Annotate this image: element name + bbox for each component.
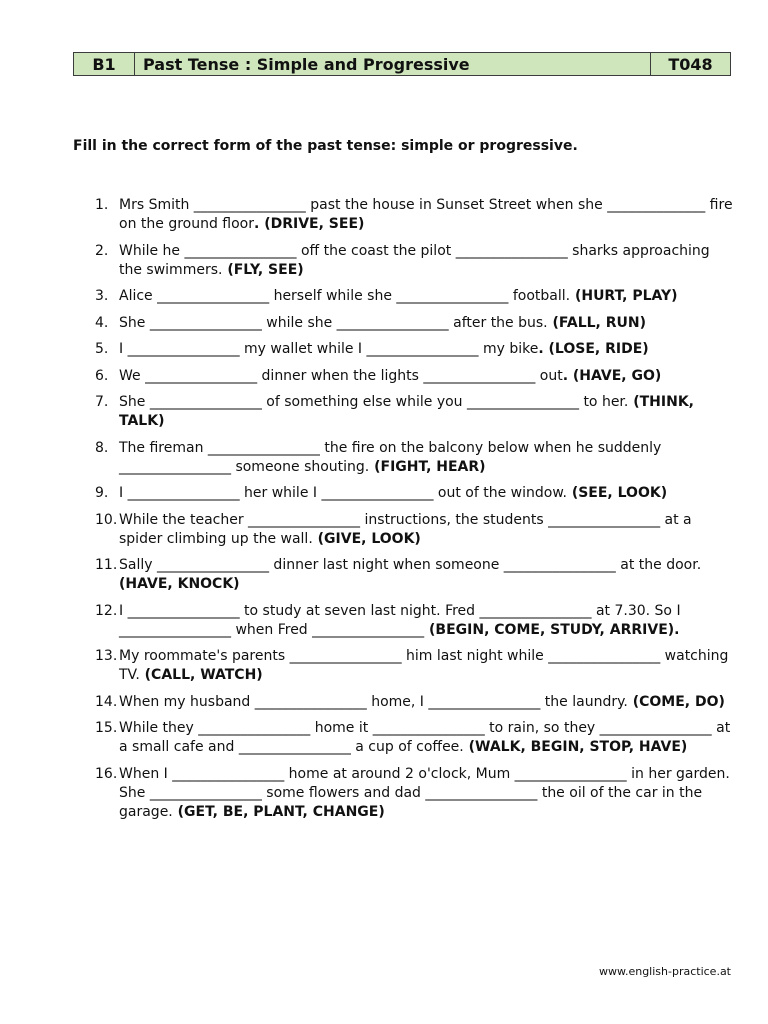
exercise-item bbox=[95, 511, 735, 549]
exercise-verbs: (FIGHT, HEAR) bbox=[369, 458, 486, 475]
exercise-item bbox=[95, 314, 735, 333]
exercise-verbs: (SEE, LOOK) bbox=[566, 485, 668, 501]
exercise-number: 7. bbox=[95, 394, 109, 410]
exercise-verbs: . (LOSE, RIDE) bbox=[538, 341, 649, 357]
exercise-sentence: We ________________ dinner when the lights ________________ out bbox=[119, 367, 563, 384]
exercise-verbs: (HURT, PLAY) bbox=[570, 288, 678, 304]
exercise-sentence: Sally ________________ dinner last night when someone ________________ at the door. bbox=[119, 557, 702, 573]
exercise-verbs: (BEGIN, COME, STUDY, ARRIVE). bbox=[424, 621, 680, 638]
exercise-verbs: (FLY, SEE) bbox=[222, 261, 304, 278]
exercise-text bbox=[119, 511, 735, 549]
exercise-sentence: I ________________ her while I ________________ out of the window. bbox=[119, 485, 567, 501]
exercise-text bbox=[119, 693, 735, 712]
exercise-verbs: (WALK, BEGIN, STOP, HAVE) bbox=[463, 739, 688, 755]
exercise-item bbox=[95, 556, 735, 594]
exercise-number: 5. bbox=[95, 341, 109, 357]
website-footer: www.english-practice.at bbox=[598, 965, 731, 978]
exercise-item bbox=[95, 484, 735, 503]
exercise-text bbox=[119, 556, 735, 594]
exercise-sentence: I ________________ to study at seven last night. Fred ________________ at 7.30. So I ________________ when Fred ________________ bbox=[119, 602, 681, 638]
exercise-text bbox=[119, 367, 735, 386]
exercise-item bbox=[95, 340, 735, 359]
exercise-item bbox=[95, 647, 735, 685]
exercise-text bbox=[119, 765, 735, 822]
exercise-sentence: Mrs Smith ________________ past the house in Sunset Street when she ______________ fire on the ground floor bbox=[119, 197, 733, 232]
instruction-text: Fill in the correct form of the past tense: simple or progressive. bbox=[73, 138, 578, 154]
exercise-text bbox=[119, 647, 735, 685]
exercise-number: 16. bbox=[95, 765, 118, 782]
exercise-verbs: (HAVE, KNOCK) bbox=[119, 576, 240, 592]
exercise-sentence: While they ________________ home it ________________ to rain, so they ________________ at a small cafe and ________________ a cup of coffee. bbox=[119, 720, 731, 755]
exercise-text bbox=[119, 439, 735, 477]
exercise-sentence: While the teacher ________________ instructions, the students ________________ at a spider climbing up the wall. bbox=[119, 511, 692, 547]
exercise-verbs: (CALL, WATCH) bbox=[139, 667, 263, 683]
exercise-text bbox=[119, 287, 735, 306]
exercise-text bbox=[119, 340, 735, 359]
exercise-text bbox=[119, 314, 735, 333]
exercise-verbs: (FALL, RUN) bbox=[547, 314, 646, 331]
exercise-sentence: While he ________________ off the coast the pilot ________________ sharks approaching the swimmers. bbox=[119, 242, 710, 278]
exercise-number: 6. bbox=[95, 367, 109, 384]
exercise-verbs: . (HAVE, GO) bbox=[562, 367, 662, 384]
exercise-item bbox=[95, 693, 735, 712]
exercise-verbs: . (DRIVE, SEE) bbox=[254, 216, 365, 232]
exercise-number: 8. bbox=[95, 439, 109, 456]
exercise-item bbox=[95, 602, 735, 640]
exercise-number: 12. bbox=[95, 602, 118, 619]
exercise-verbs: (THINK, TALK) bbox=[119, 394, 694, 429]
exercise-text bbox=[119, 393, 735, 431]
exercise-text bbox=[119, 196, 735, 234]
worksheet-header bbox=[73, 52, 731, 76]
exercise-text bbox=[119, 602, 735, 640]
exercise-sentence: She ________________ while she ________________ after the bus. bbox=[119, 314, 548, 331]
exercise-number: 11. bbox=[95, 557, 118, 573]
exercise-item bbox=[95, 719, 735, 757]
exercise-number: 9. bbox=[95, 485, 109, 501]
exercise-list bbox=[95, 196, 735, 829]
exercise-number: 10. bbox=[95, 511, 118, 528]
worksheet-title: Past Tense : Simple and Progressive bbox=[135, 53, 651, 75]
exercise-sentence: When my husband ________________ home, I ________________ the laundry. bbox=[119, 693, 628, 710]
exercise-item bbox=[95, 367, 735, 386]
exercise-number: 1. bbox=[95, 197, 109, 213]
exercise-text bbox=[119, 484, 735, 503]
exercise-number: 15. bbox=[95, 720, 118, 736]
exercise-sentence: I ________________ my wallet while I ________________ my bike bbox=[119, 341, 539, 357]
exercise-verbs: (COME, DO) bbox=[627, 693, 725, 710]
exercise-item bbox=[95, 439, 735, 477]
exercise-number: 14. bbox=[95, 693, 118, 710]
exercise-verbs: (GIVE, LOOK) bbox=[312, 530, 421, 547]
exercise-number: 13. bbox=[95, 648, 118, 664]
exercise-text bbox=[119, 719, 735, 757]
exercise-sentence: My roommate's parents ________________ him last night while ________________ watching TV. bbox=[119, 648, 729, 683]
exercise-sentence: The fireman ________________ the fire on the balcony below when he suddenly ________________ someone shouting. bbox=[119, 439, 662, 475]
exercise-verbs: (GET, BE, PLANT, CHANGE) bbox=[172, 803, 385, 820]
exercise-item bbox=[95, 287, 735, 306]
level-badge: B1 bbox=[74, 53, 135, 75]
exercise-number: 4. bbox=[95, 314, 109, 331]
exercise-sentence: When I ________________ home at around 2 o'clock, Mum ________________ in her garden. She ________________ some flowers and dad ________________ the oil of the car in the garage. bbox=[119, 765, 730, 820]
exercise-item bbox=[95, 393, 735, 431]
exercise-item bbox=[95, 196, 735, 234]
worksheet-code: T048 bbox=[651, 53, 730, 75]
exercise-number: 3. bbox=[95, 288, 109, 304]
exercise-item bbox=[95, 242, 735, 280]
exercise-sentence: Alice ________________ herself while she ________________ football. bbox=[119, 288, 571, 304]
exercise-sentence: She ________________ of something else while you ________________ to her. bbox=[119, 394, 629, 410]
exercise-number: 2. bbox=[95, 242, 109, 259]
exercise-item bbox=[95, 765, 735, 822]
exercise-text bbox=[119, 242, 735, 280]
